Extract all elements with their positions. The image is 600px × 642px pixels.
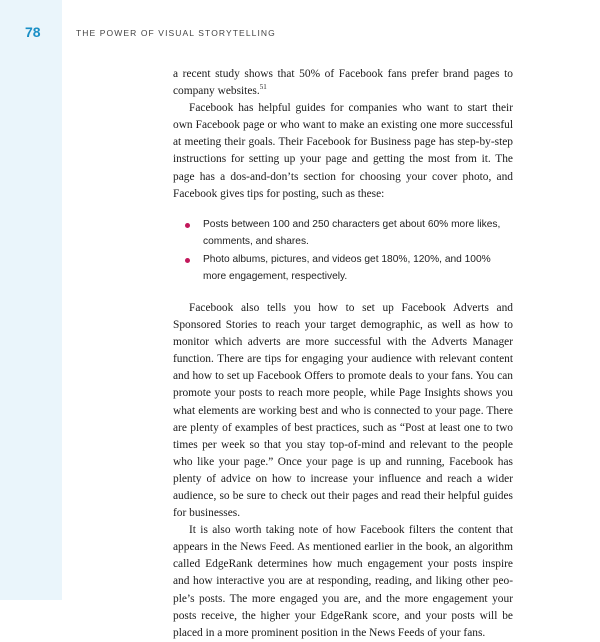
list-item xyxy=(173,252,513,286)
paragraph-edgerank: It is also worth taking note of how Facebook filters the content that appears in the News Feed. As mentioned earlier in the book, an algorithm called EdgeRank determines how much engagement your posts inspire and how interactive you are at responding, reading, and liking other peo-ple’s posts. The more engaged you are, and the more engagement your posts receive, the higher your EdgeRank score, and your posts will be placed in a more prominent position in the News Feeds of your fans. xyxy=(173,524,513,639)
paragraph-text: a recent study shows that 50% of Facebook fans prefer brand pages to company websites. xyxy=(173,68,513,98)
bullet-dot-icon xyxy=(185,258,190,263)
page-side-band xyxy=(0,0,62,600)
running-title: THE POWER OF VISUAL STORYTELLING xyxy=(76,28,276,38)
page-number: 78 xyxy=(25,24,41,40)
paragraph-adverts: Facebook also tells you how to set up Facebook Adverts and Sponsored Stories to reach your target demographic, as well as how to monitor which adverts are more successful with the Adverts Manager function. There are tips for engaging your audience with relevant content and how to set up Facebook Offers to promote deals to your fans. You can promote your posts to reach more people, while Page Insights shows you what elements are working best and who is connected to your page. There are plenty of examples of best practices, such as “Post at least one to two times per week so that you stay top-of-mind and relevant to the people who like your page.” Once your page is up and running, Facebook has plenty of advice on how to increase your influence and reach a wider audience, so be sure to check out their pages and read their helpful guides for businesses. xyxy=(173,301,513,520)
list-item-text: Photo albums, pictures, and videos get 180%, 120%, and 100% more engagement, respectively. xyxy=(203,254,491,283)
bullet-dot-icon xyxy=(185,223,190,228)
body-text xyxy=(173,66,513,642)
list-item xyxy=(173,217,513,251)
paragraph-facebook-guides: Facebook has helpful guides for companies who want to start their own Facebook page or who want to make an existing one more successful at meeting their goals. Their Facebook for Business page has step-by-step instructions for setting up your page and getting the most from it. The page has a dos-and-don’ts section for choosing your cover photo, and Facebook gives tips for posting, such as these: xyxy=(173,102,513,200)
running-header xyxy=(0,22,600,46)
list-item-text: Posts between 100 and 250 characters get about 60% more likes, comments, and shares. xyxy=(203,218,501,247)
paragraph-continued xyxy=(173,66,513,100)
tips-list xyxy=(173,217,513,286)
footnote-reference: 51 xyxy=(259,83,267,92)
